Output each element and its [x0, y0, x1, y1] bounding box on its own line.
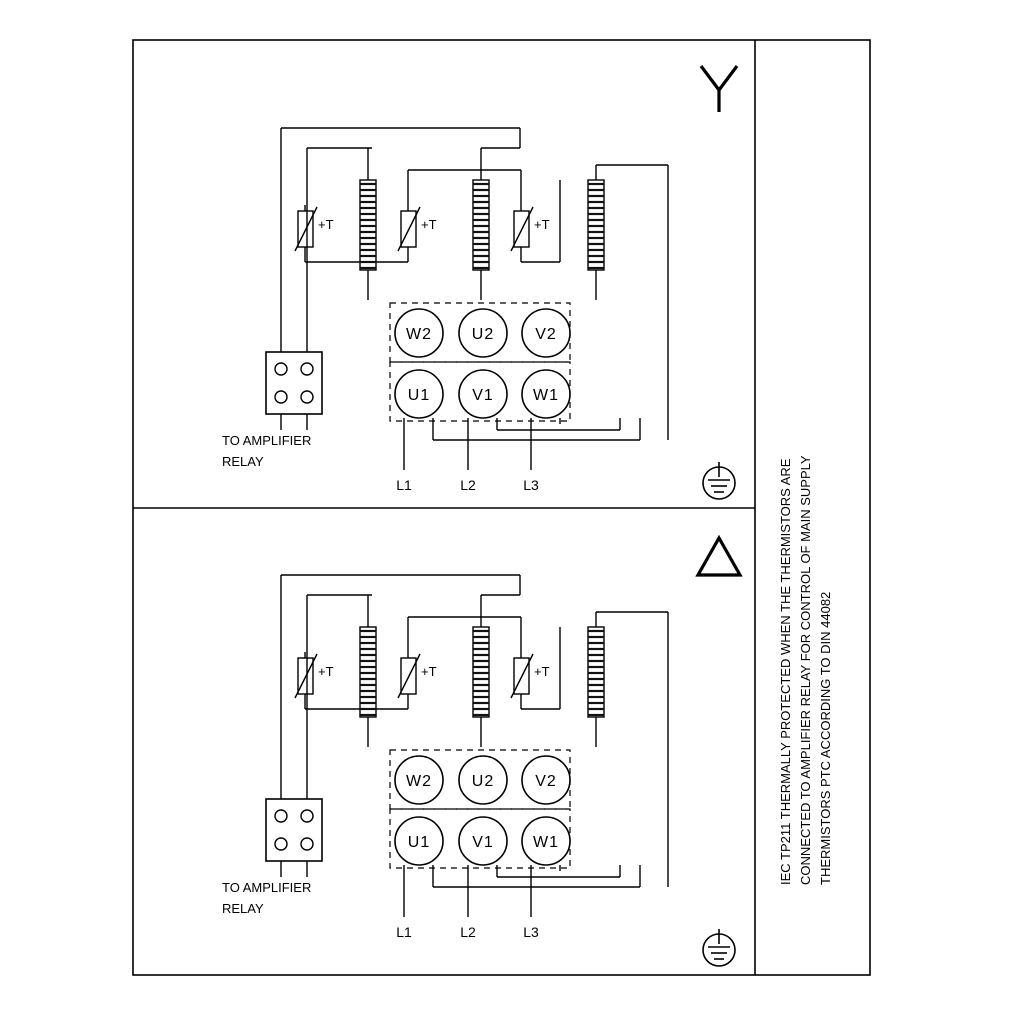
- motor-coil-4: [360, 627, 376, 717]
- thermistor-6-icon: [511, 652, 533, 702]
- terminal-v2-label: V2: [535, 326, 557, 343]
- thermistor-5-icon: [398, 652, 420, 702]
- phase-l2-label: L2: [460, 477, 476, 493]
- phase-l2-label-2: L2: [460, 924, 476, 940]
- thermistor-1-icon: [295, 205, 317, 255]
- phase-l1-label: L1: [396, 477, 412, 493]
- thermistor-series-links: [305, 170, 560, 262]
- amplifier-relay-label-line1: TO AMPLIFIER: [222, 433, 312, 448]
- terminal-u2-label: U2: [471, 326, 495, 343]
- terminal-w1-label-2: W1: [533, 834, 559, 851]
- terminal-u2-label-2: U2: [471, 773, 495, 790]
- delta-symbol-icon: [698, 538, 740, 575]
- terminal-row-bottom-2: [395, 817, 570, 865]
- terminal-row-top-2: [395, 756, 570, 804]
- motor-coil-group-2: [360, 627, 604, 717]
- terminal-v1-label: V1: [472, 387, 494, 404]
- phase-l3-label: L3: [523, 477, 539, 493]
- thermistor-3-icon: [511, 205, 533, 255]
- thermistor-5-label: +T: [421, 664, 437, 679]
- terminal-w1-label: W1: [533, 387, 559, 404]
- thermistor-group-2: [295, 617, 560, 709]
- note-line-1: IEC TP211 THERMALLY PROTECTED WHEN THE THERMISTORS ARE: [778, 458, 793, 885]
- thermistor-3-label: +T: [534, 217, 550, 232]
- amplifier-terminal-box: [266, 352, 322, 430]
- phase-l1-label-2: L1: [396, 924, 412, 940]
- star-symbol-icon: [701, 66, 737, 112]
- terminal-row-bottom: [395, 370, 570, 418]
- terminal-v2-label-2: V2: [535, 773, 557, 790]
- terminal-v1-label-2: V1: [472, 834, 494, 851]
- amplifier-terminal-box-2: [266, 799, 322, 877]
- thermistor-4-icon: [295, 652, 317, 702]
- earth-ground-icon-2: [703, 929, 735, 966]
- terminal-u1-label-2: U1: [407, 834, 431, 851]
- thermistor-series-links-2: [305, 617, 560, 709]
- thermistor-4-label: +T: [318, 664, 334, 679]
- panel-star: [222, 66, 737, 499]
- thermistor-group: [295, 170, 560, 262]
- thermistor-2-label: +T: [421, 217, 437, 232]
- motor-coil-1: [360, 180, 376, 270]
- motor-coil-group: [360, 180, 604, 270]
- motor-coil-6: [588, 627, 604, 717]
- note-line-3: THERMISTORS PTC ACCORDING TO DIN 44082: [818, 591, 833, 885]
- motor-coil-5: [473, 627, 489, 717]
- earth-ground-icon: [703, 462, 735, 499]
- note-line-2: CONNECTED TO AMPLIFIER RELAY FOR CONTROL OF MAIN SUPPLY: [798, 455, 813, 885]
- terminal-w2-label: W2: [406, 326, 432, 343]
- thermistor-1-label: +T: [318, 217, 334, 232]
- thermistor-6-label: +T: [534, 664, 550, 679]
- supply-lines-2: [404, 865, 640, 917]
- motor-coil-3: [588, 180, 604, 270]
- supply-lines: [404, 418, 640, 470]
- amplifier-relay-label-line2: RELAY: [222, 454, 264, 469]
- terminal-u1-label: U1: [407, 387, 431, 404]
- amplifier-relay-label-2-line1: TO AMPLIFIER: [222, 880, 312, 895]
- notes-block: [778, 455, 833, 885]
- phase-l3-label-2: L3: [523, 924, 539, 940]
- amplifier-relay-label-2-line2: RELAY: [222, 901, 264, 916]
- terminal-w2-label-2: W2: [406, 773, 432, 790]
- terminal-row-top: [395, 309, 570, 357]
- panel-delta: [222, 538, 740, 966]
- motor-coil-2: [473, 180, 489, 270]
- thermistor-2-icon: [398, 205, 420, 255]
